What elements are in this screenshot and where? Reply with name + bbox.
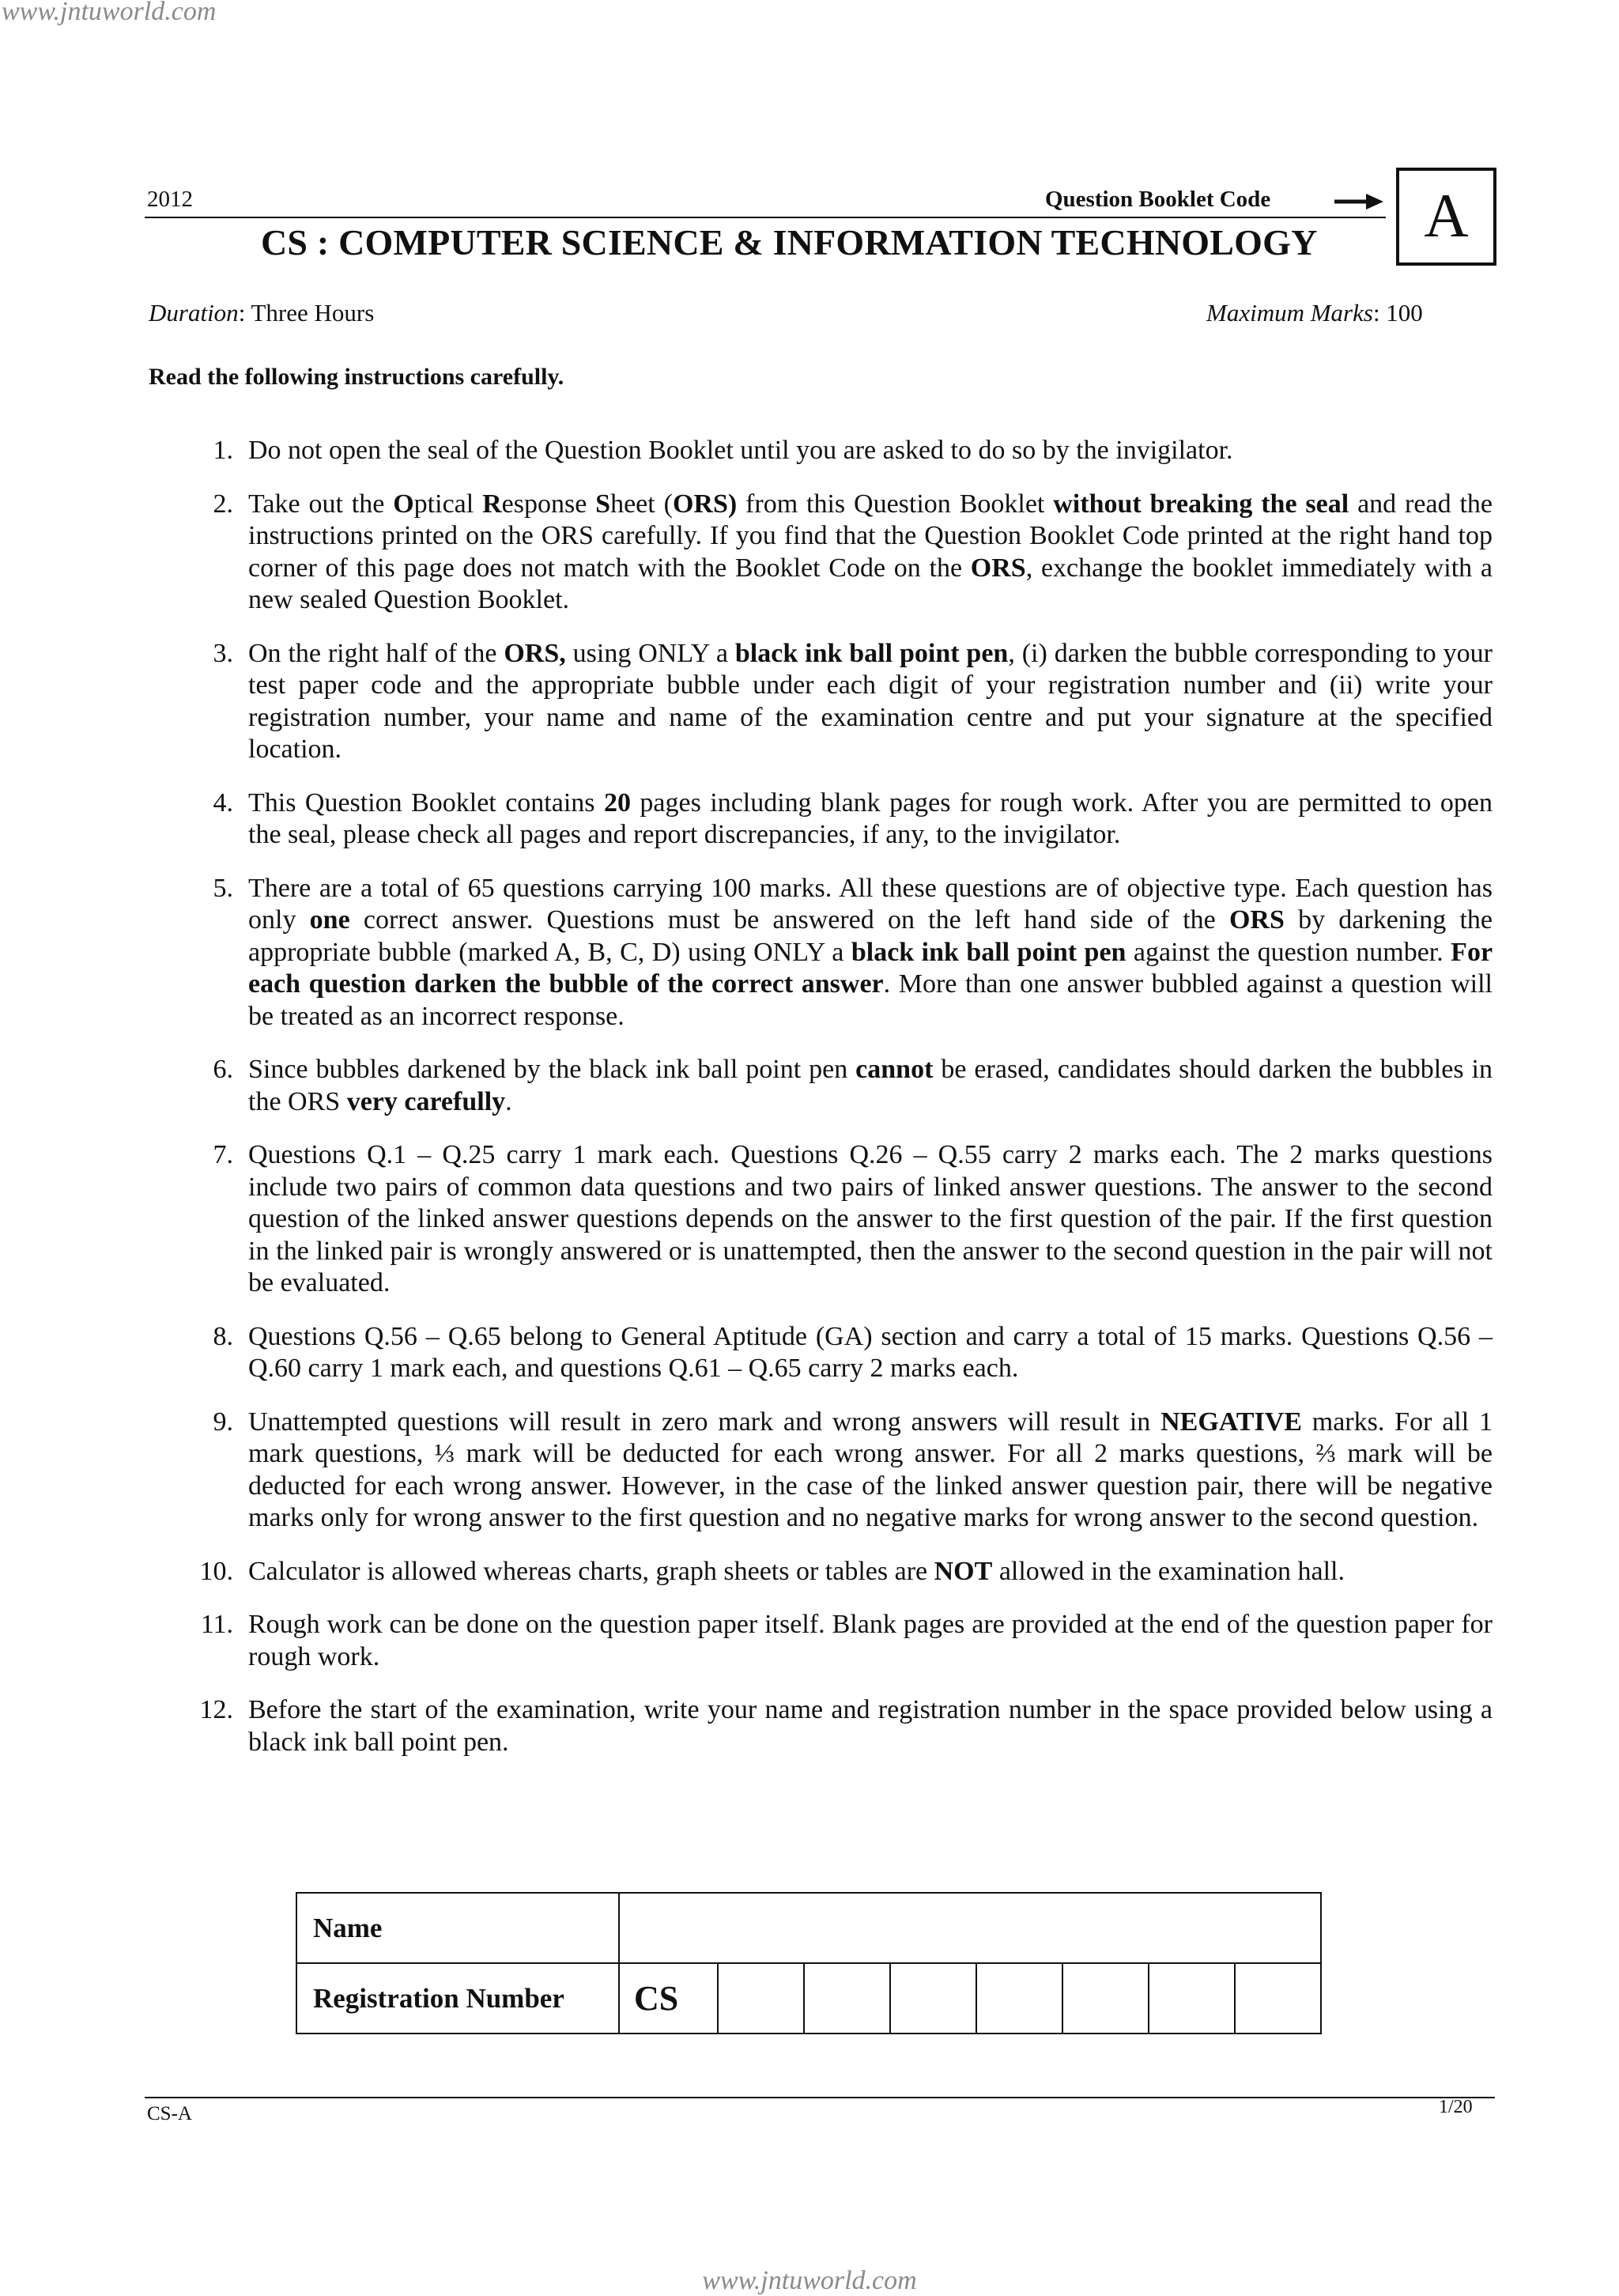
page-number: 1/20 <box>1439 2097 1473 2117</box>
instruction-text-segment: Since bubbles darkened by the black ink ball point pen <box>248 1055 856 1084</box>
name-field[interactable] <box>619 1893 1321 1963</box>
instruction-text <box>248 1609 1493 1673</box>
candidate-details-table <box>296 1892 1322 2034</box>
instruction-text <box>248 1139 1493 1300</box>
duration-value: : Three Hours <box>238 299 375 327</box>
duration <box>149 299 374 327</box>
instruction-text-segment: heet ( <box>610 489 673 519</box>
name-row <box>296 1893 1321 1963</box>
registration-digit-box[interactable] <box>976 1963 1062 2034</box>
instruction-item <box>149 1694 1493 1758</box>
registration-prefix: CS <box>619 1963 718 2034</box>
instruction-text <box>248 638 1493 766</box>
instruction-text-segment: ORS, <box>504 638 566 668</box>
instruction-number: 2. <box>213 489 233 519</box>
paper-title: CS : COMPUTER SCIENCE & INFORMATION TECHNOLOGY <box>261 222 1318 262</box>
instruction-text-segment: marks. For all 1 mark questions, ⅓ mark will be deducted for each wrong answer. For all 2 marks questions, ⅔ mark will be deducted for each wrong answer. However, in the case of the linked answer question pair, there will be negative marks only for wrong answer to the first question and no negative marks for wrong answer to the second question. <box>248 1407 1493 1532</box>
instruction-item <box>149 489 1493 617</box>
instruction-text-segment: Do not open the seal of the Question Booklet until you are asked to do so by the invigilator. <box>248 436 1233 465</box>
registration-digit-box[interactable] <box>718 1963 804 2034</box>
instruction-item <box>149 435 1493 467</box>
exam-year: 2012 <box>147 187 193 212</box>
instruction-item <box>149 1407 1493 1535</box>
max-marks-label: Maximum Marks <box>1206 299 1373 327</box>
instruction-text-segment: from this Question Booklet <box>737 489 1054 519</box>
instruction-item <box>149 873 1493 1033</box>
instruction-text <box>248 787 1493 852</box>
instruction-text-segment: Unattempted questions will result in zero mark and wrong answers will result in <box>248 1407 1161 1437</box>
instruction-text-segment: correct answer. Questions must be answered on the left hand side of the <box>349 905 1229 935</box>
instruction-text-segment: ORS) <box>672 489 738 519</box>
registration-label: Registration Number <box>296 1963 619 2034</box>
instruction-item <box>149 638 1493 766</box>
instruction-number: 8. <box>213 1321 233 1351</box>
instruction-number: 4. <box>213 787 233 818</box>
instruction-text-segment: Calculator is allowed whereas charts, graph sheets or tables are <box>248 1556 934 1586</box>
instruction-number: 1. <box>213 436 233 465</box>
footer-paper-code: CS-A <box>147 2103 192 2124</box>
instruction-text-segment: Rough work can be done on the question paper itself. Blank pages are provided at the end of the question paper for rough work. <box>248 1610 1493 1671</box>
instruction-text-segment: esponse <box>501 489 596 519</box>
instruction-text-segment: without breaking the seal <box>1053 489 1349 519</box>
instruction-text-segment: . <box>505 1086 512 1116</box>
instruction-number: 10. <box>199 1556 233 1586</box>
instruction-text-segment: be erased, candidates should darken the bubbles in the ORS <box>248 1055 1493 1116</box>
instruction-text-segment: Questions Q.1 – Q.25 carry 1 mark each. Questions Q.26 – Q.55 carry 2 marks each. The 2 marks questions include two pairs of common data questions and two pairs of linked answer questions. The answer to the second question of the linked answer questions depends on the answer to the first question of the pair. If the first question in the linked pair is wrongly answered or is unattempted, then the answer to the second question in the pair will not be evaluated. <box>248 1140 1493 1297</box>
instruction-text-segment: Before the start of the examination, write your name and registration number in the space provided below using a black ink ball point pen. <box>248 1695 1493 1757</box>
instruction-text-segment: S <box>595 489 611 519</box>
instruction-text-segment: ptical <box>413 489 483 519</box>
instruction-text <box>248 873 1493 1033</box>
instruction-text-segment: For each question darken the bubble of the correct answer <box>248 937 1493 999</box>
registration-digit-box[interactable] <box>1062 1963 1149 2034</box>
instruction-text-segment: , exchange the booklet immediately with a new sealed Question Booklet. <box>248 553 1493 614</box>
instruction-text-segment: by darkening the appropriate bubble (marked A, B, C, D) using ONLY a <box>248 905 1493 967</box>
instruction-item <box>149 787 1493 852</box>
instruction-text <box>248 1556 1493 1588</box>
max-marks-value: : 100 <box>1372 299 1423 327</box>
instruction-item <box>149 1054 1493 1118</box>
instruction-text-segment: against the question number. <box>1126 937 1451 967</box>
registration-digit-box[interactable] <box>1149 1963 1235 2034</box>
instructions-heading: Read the following instructions carefully. <box>149 364 564 390</box>
instruction-text <box>248 489 1493 617</box>
instruction-item <box>149 1139 1493 1300</box>
instruction-text-segment: This Question Booklet contains <box>248 787 604 818</box>
arrow-right-icon <box>1334 193 1383 210</box>
name-label: Name <box>296 1893 619 1963</box>
instruction-text-segment: ORS <box>970 553 1026 583</box>
instruction-text-segment: one <box>309 905 350 935</box>
header-rule <box>145 217 1386 218</box>
instruction-number: 12. <box>199 1695 233 1724</box>
instruction-text <box>248 1054 1493 1118</box>
instruction-item <box>149 1609 1493 1673</box>
instruction-number: 5. <box>213 873 233 903</box>
footer-rule <box>145 2097 1495 2098</box>
instruction-list <box>149 435 1493 1780</box>
instruction-text-segment: pages including blank pages for rough work. After you are permitted to open the seal, please check all pages and report discrepancies, if any, to the invigilator. <box>248 787 1493 849</box>
instruction-text <box>248 1694 1493 1758</box>
instruction-text-segment: NEGATIVE <box>1160 1407 1302 1437</box>
instruction-text-segment: R <box>482 489 502 519</box>
instruction-item <box>149 1556 1493 1588</box>
instruction-text <box>248 435 1493 467</box>
instruction-text-segment: , (i) darken the bubble corresponding to your test paper code and the appropriate bubble under each digit of your registration number and (ii) write your registration number, your name and name of the examination centre and put your signature at the specified location. <box>248 638 1493 764</box>
registration-digit-box[interactable] <box>890 1963 976 2034</box>
instruction-number: 7. <box>213 1140 233 1169</box>
instruction-text-segment: using ONLY a <box>565 638 735 668</box>
instruction-text <box>248 1321 1493 1385</box>
booklet-code-label: Question Booklet Code <box>1045 187 1271 212</box>
instruction-text-segment: and read the instructions printed on the ORS carefully. If you find that the Question Booklet Code printed at the right hand top corner of this page does not match with the Booklet Code on the <box>248 489 1493 583</box>
instruction-text-segment: 20 <box>603 787 631 818</box>
instruction-text-segment: Questions Q.56 – Q.65 belong to General Aptitude (GA) section and carry a total of 15 marks. Questions Q.56 – Q.60 carry 1 mark each, and questions Q.61 – Q.65 carry 2 marks each. <box>248 1321 1493 1383</box>
instruction-text-segment: NOT <box>934 1556 993 1586</box>
duration-label: Duration <box>149 299 239 327</box>
maximum-marks <box>1206 299 1423 327</box>
instruction-text-segment: O <box>393 489 414 519</box>
instruction-text-segment: black ink ball point pen <box>734 638 1009 668</box>
instruction-text-segment: allowed in the examination hall. <box>992 1556 1345 1586</box>
instruction-number: 3. <box>213 638 233 668</box>
instruction-text-segment: On the right half of the <box>248 638 504 668</box>
instruction-text <box>248 1407 1493 1535</box>
watermark-bottom: www.jntuworld.com <box>702 2266 917 2295</box>
registration-row <box>296 1963 1321 2034</box>
watermark-top: www.jntuworld.com <box>2 0 217 26</box>
instruction-text-segment: Take out the <box>248 489 394 519</box>
instruction-text-segment: There are a total of 65 questions carrying 100 marks. All these questions are of objective type. Each question has only <box>248 873 1493 935</box>
registration-digit-box[interactable] <box>804 1963 890 2034</box>
instruction-text-segment: ORS <box>1228 905 1285 935</box>
instruction-text-segment: black ink ball point pen <box>851 937 1127 967</box>
instruction-text-segment: . More than one answer bubbled against a question will be treated as an incorrect response. <box>248 969 1493 1031</box>
instruction-number: 11. <box>200 1610 233 1639</box>
instruction-text-segment: cannot <box>855 1055 934 1084</box>
instruction-number: 9. <box>213 1407 233 1437</box>
registration-digit-box[interactable] <box>1235 1963 1321 2034</box>
instruction-number: 6. <box>213 1055 233 1084</box>
booklet-code-box: A <box>1396 168 1496 266</box>
instruction-item <box>149 1321 1493 1385</box>
instruction-text-segment: very carefully <box>346 1086 506 1116</box>
